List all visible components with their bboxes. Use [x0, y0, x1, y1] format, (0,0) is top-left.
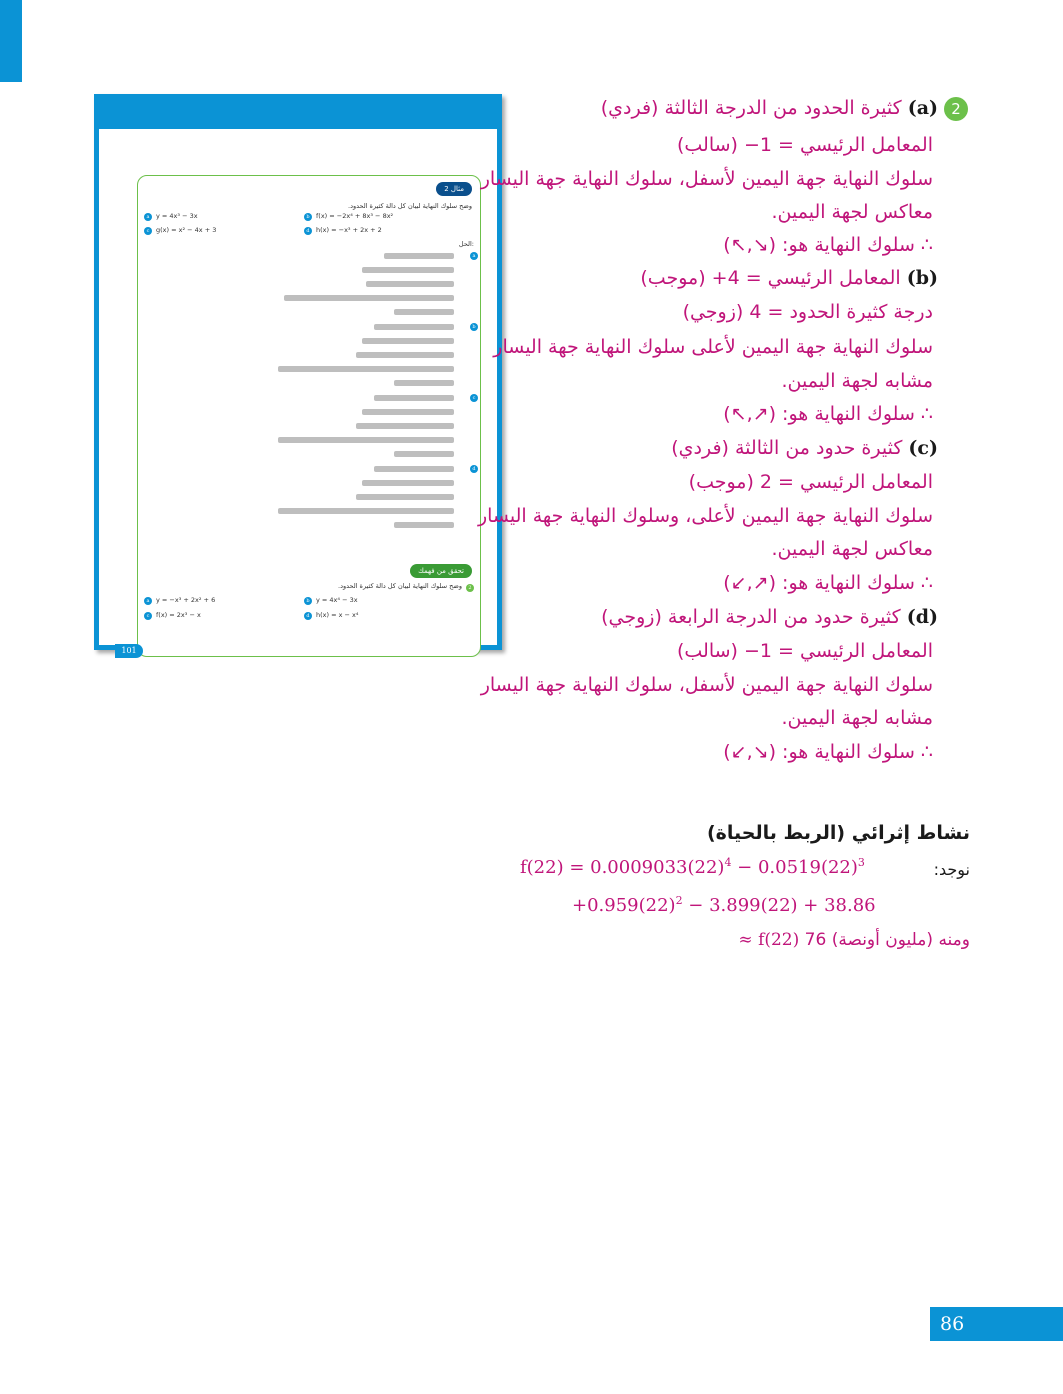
text-line [278, 366, 454, 372]
practice-b-marker: b [304, 597, 312, 605]
practice-pill: تحقق من فهمك [410, 564, 472, 578]
eq2-start: +0.959(22) [572, 895, 676, 916]
textbook-page-thumbnail [94, 94, 502, 655]
corner-tab [0, 0, 22, 82]
practice-a-marker: a [144, 597, 152, 605]
text-line [278, 437, 454, 443]
enrichment-title: نشاط إثرائي (الربط بالحياة) [706, 822, 970, 844]
solution-line: درجة كثيرة الحدود = 4 (زوجي) [682, 301, 933, 323]
sol-a-marker: a [470, 252, 478, 260]
sol-b-marker: b [470, 323, 478, 331]
equation-line-1 [520, 856, 865, 878]
text-line [366, 281, 454, 287]
line-text: كثيرة حدود من الثالثة (فردي) [671, 437, 903, 459]
solution-line: مشابه لجهة اليمين. [781, 707, 933, 729]
page-number: 86 [930, 1307, 1063, 1341]
line-text: المعامل الرئيسي = 4+ (موجب) [640, 267, 901, 289]
text-line [384, 253, 454, 259]
text-line [374, 466, 454, 472]
solution-line: المعامل الرئيسي = 2 (موجب) [688, 471, 933, 493]
eq2-rest: − 3.899(22) + 38.86 [682, 895, 876, 916]
practice-d: h(x) = x − x⁴ [316, 611, 359, 619]
solution-line: ∴ سلوك النهاية هو: (↗,↖) [723, 403, 933, 425]
text-line [362, 480, 454, 486]
solution-line: ∴ سلوك النهاية هو: (↘,↙) [723, 741, 933, 763]
solution-line: سلوك النهاية جهة اليمين لأسفل، سلوك النهاية جهة اليسار [480, 674, 933, 696]
eq-mid: − 0.0519(22) [731, 857, 858, 878]
text-line [362, 409, 454, 415]
practice-intro: وضح سلوك النهاية لبيان كل دالة كثيرة الحدود. [338, 582, 462, 590]
text-line [356, 494, 454, 500]
solution-line: المعامل الرئيسي = 1− (سالب) [676, 134, 933, 156]
line-text: كثيرة الحدود من الدرجة الثالثة (فردي) [600, 97, 902, 119]
label-c: (c) [908, 437, 938, 459]
practice-d-marker: d [304, 612, 312, 620]
exercise-d-marker: d [304, 227, 312, 235]
example-box [137, 175, 481, 657]
exercise-c-marker: c [144, 227, 152, 235]
example-pill: مثال 2 [436, 182, 472, 196]
eq-lhs: f(22) = 0.0009033(22) [520, 857, 725, 878]
equation-line-2 [572, 894, 876, 916]
practice-b: y = 4x⁴ − 3x [316, 596, 358, 604]
solution-line: سلوك النهاية جهة اليمين لأعلى سلوك النهاية جهة اليسار [493, 336, 933, 358]
solution-line-b [640, 267, 938, 289]
text-line [374, 324, 454, 330]
practice-c: f(x) = 2x³ − x [156, 611, 201, 619]
text-line [394, 451, 454, 457]
eq2-exp: 2 [675, 894, 683, 907]
solution-line: سلوك النهاية جهة اليمين لأسفل، سلوك النهاية جهة اليسار [480, 168, 933, 190]
solution-line: ∴ سلوك النهاية هو: (↗,↙) [723, 572, 933, 594]
solution-line: معاكس لجهة اليمين. [771, 201, 933, 223]
solution-line: مشابه لجهة اليمين. [781, 370, 933, 392]
exercise-b-marker: b [304, 213, 312, 221]
label-d: (d) [906, 606, 938, 628]
result-math: f(22) ≈ [738, 930, 800, 950]
text-line [362, 338, 454, 344]
exercise-d: h(x) = −x³ + 2x + 2 [316, 226, 382, 234]
result-prefix: ومنه (مليون أونصة) 76 [804, 930, 970, 950]
solution-label: الحل: [458, 240, 474, 248]
exercise-c: g(x) = x² − 4x + 3 [156, 226, 217, 234]
label-a: (a) [907, 97, 938, 119]
eq-exp-2: 3 [857, 856, 865, 869]
eq-exp-1: 4 [724, 856, 732, 869]
practice-number: 2 [466, 584, 474, 592]
exercise-a: y = 4x³ − 3x [156, 212, 198, 220]
example-intro: وضح سلوك النهاية لبيان كل دالة كثيرة الحدود. [348, 202, 472, 210]
text-line [394, 522, 454, 528]
find-label: نوجد: [933, 860, 970, 879]
line-text: كثيرة حدود من الدرجة الرابعة (زوجي) [601, 606, 901, 628]
sol-c-marker: c [470, 394, 478, 402]
text-line [374, 395, 454, 401]
text-line [356, 423, 454, 429]
exercise-a-marker: a [144, 213, 152, 221]
sol-d-marker: d [470, 465, 478, 473]
thumbnail-page-body [99, 129, 497, 655]
solution-line: ∴ سلوك النهاية هو: (↘,↖) [723, 234, 933, 256]
solution-line-a [601, 97, 938, 119]
label-b: (b) [906, 267, 938, 289]
practice-a: y = −x³ + 2x² + 6 [156, 596, 216, 604]
result-line [738, 930, 970, 950]
practice-c-marker: c [144, 612, 152, 620]
text-line [394, 309, 454, 315]
text-line [394, 380, 454, 386]
solution-line-d [601, 606, 938, 628]
exercise-b: f(x) = −2x⁴ + 8x³ − 8x² [316, 212, 394, 220]
text-line [284, 295, 454, 301]
text-line [362, 267, 454, 273]
solution-line: المعامل الرئيسي = 1− (سالب) [676, 640, 933, 662]
solution-line-c [671, 437, 938, 459]
thumbnail-page-number: 101 [115, 644, 143, 658]
solution-line: معاكس لجهة اليمين. [771, 538, 933, 560]
question-number: 2 [944, 97, 968, 121]
text-line [278, 508, 454, 514]
text-line [356, 352, 454, 358]
solution-line: سلوك النهاية جهة اليمين لأعلى، وسلوك النهاية جهة اليسار [477, 505, 933, 527]
